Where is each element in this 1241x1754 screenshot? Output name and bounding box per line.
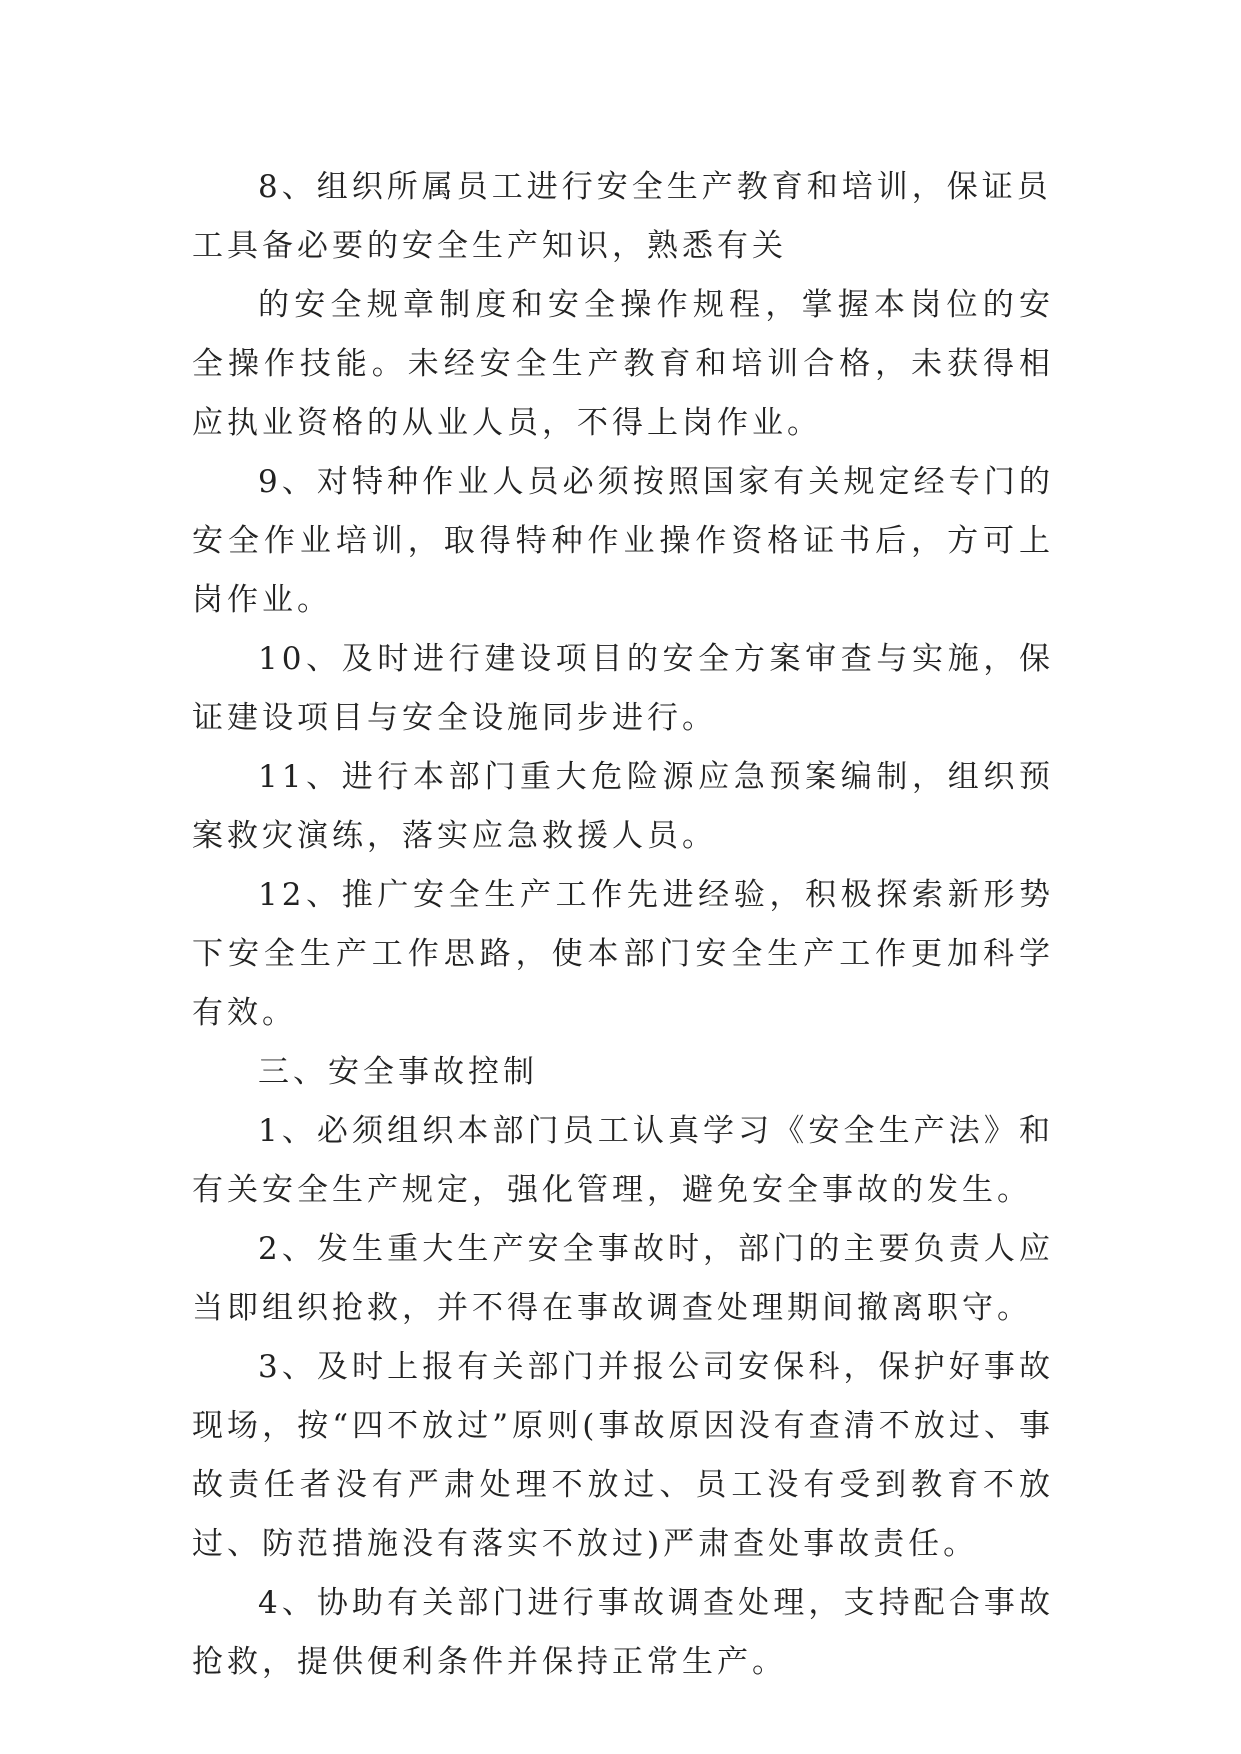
paragraph-item-10: 10、及时进行建设项目的安全方案审查与实施，保证建设项目与安全设施同步进行。: [192, 641, 1054, 736]
paragraph-item-8-continued: 的安全规章制度和安全操作规程，掌握本岗位的安全操作技能。未经安全生产教育和培训合格，未获得相应执业资格的从业人员，不得上岗作业。: [192, 287, 1054, 441]
paragraph-item-9: 9、对特种作业人员必须按照国家有关规定经专门的安全作业培训，取得特种作业操作资格证书后，方可上岗作业。: [192, 464, 1054, 618]
paragraph-item-11: 11、进行本部门重大危险源应急预案编制，组织预案救灾演练，落实应急救援人员。: [192, 759, 1054, 854]
paragraph-item-8: 8、组织所属员工进行安全生产教育和培训，保证员工具备必要的安全生产知识，熟悉有关: [192, 169, 1052, 264]
section-heading-accident-control: 三、安全事故控制: [258, 1054, 538, 1090]
document-body: [192, 158, 1054, 1692]
paragraph-accident-4: 4、协助有关部门进行事故调查处理，支持配合事故抢救，提供便利条件并保持正常生产。: [192, 1585, 1054, 1680]
paragraph-accident-2: 2、发生重大生产安全事故时，部门的主要负责人应当即组织抢救，并不得在事故调查处理期间撤离职守。: [192, 1231, 1054, 1326]
paragraph-accident-1: 1、必须组织本部门员工认真学习《安全生产法》和有关安全生产规定，强化管理，避免安全事故的发生。: [192, 1113, 1054, 1208]
paragraph-item-12: 12、推广安全生产工作先进经验，积极探索新形势下安全生产工作思路，使本部门安全生产工作更加科学有效。: [192, 877, 1054, 1031]
paragraph-accident-3: 3、及时上报有关部门并报公司安保科，保护好事故现场，按“四不放过”原则(事故原因没有查清不放过、事故责任者没有严肃处理不放过、员工没有受到教育不放过、防范措施没有落实不放过)严肃查处事故责任。: [192, 1349, 1054, 1562]
